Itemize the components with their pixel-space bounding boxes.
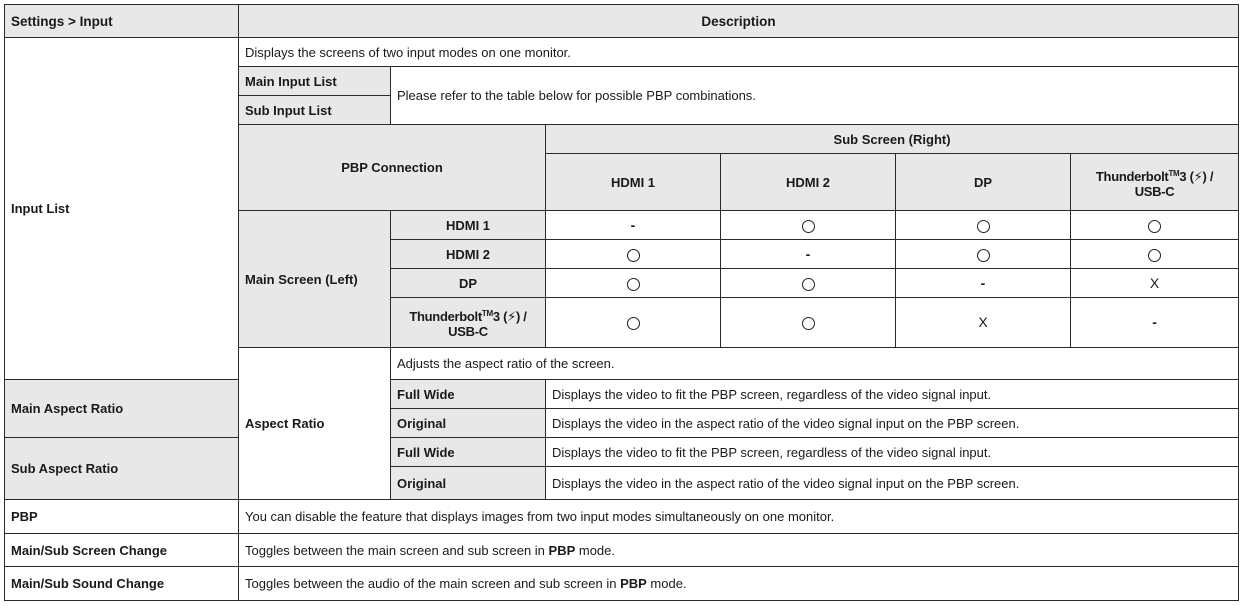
input-list-label: Input List [5,38,239,380]
supported-circle-icon [1148,249,1161,262]
cell-hdmi1-hdmi1: - [546,211,721,240]
sub-screen-right-label: Sub Screen (Right) [546,125,1239,154]
sub-fullwide-desc: Displays the video to fit the PBP screen, regardless of the video signal input. [546,438,1239,467]
sub-original-label: Original [391,467,546,500]
supported-circle-icon [977,220,990,233]
screen-change-desc: Toggles between the main screen and sub screen in PBP mode. [239,534,1239,567]
cell-dp-hdmi2 [721,269,896,298]
cell-dp-tb: X [1071,269,1239,298]
main-fullwide-desc: Displays the video to fit the PBP screen, regardless of the video signal input. [546,380,1239,409]
screen-change-label: Main/Sub Screen Change [5,534,239,567]
header-description: Description [239,5,1239,38]
input-list-intro-row [5,38,1239,67]
main-aspect-fullwide-row [5,380,1239,409]
sub-aspect-ratio-label: Sub Aspect Ratio [5,438,239,500]
cell-hdmi2-tb [1071,240,1239,269]
sub-input-list-label: Sub Input List [239,96,391,125]
supported-circle-icon [1148,220,1161,233]
cell-hdmi2-hdmi2: - [721,240,896,269]
main-original-label: Original [391,409,546,438]
sub-aspect-fullwide-row [5,438,1239,467]
supported-circle-icon [627,249,640,262]
cell-hdmi2-dp [896,240,1071,269]
row-label-dp: DP [391,269,546,298]
col-hdmi2: HDMI 2 [721,154,896,211]
cell-hdmi1-hdmi2 [721,211,896,240]
aspect-ratio-label: Aspect Ratio [239,348,391,500]
cell-tb-tb: - [1071,298,1239,348]
supported-circle-icon [802,317,815,330]
cell-tb-dp: X [896,298,1071,348]
supported-circle-icon [627,317,640,330]
sound-change-row [5,567,1239,601]
row-label-hdmi1: HDMI 1 [391,211,546,240]
table-header-row [5,5,1239,38]
settings-input-table [4,4,1239,601]
refer-text: Please refer to the table below for possible PBP combinations. [391,67,1239,125]
header-settings-input: Settings > Input [5,5,239,38]
main-input-list-label: Main Input List [239,67,391,96]
pbp-label: PBP [5,500,239,534]
main-fullwide-label: Full Wide [391,380,546,409]
sub-original-desc: Displays the video in the aspect ratio of the video signal input on the PBP screen. [546,467,1239,500]
sound-change-label: Main/Sub Sound Change [5,567,239,601]
sub-fullwide-label: Full Wide [391,438,546,467]
row-label-hdmi2: HDMI 2 [391,240,546,269]
screen-change-row [5,534,1239,567]
cell-hdmi1-tb [1071,211,1239,240]
cell-tb-hdmi2 [721,298,896,348]
col-hdmi1: HDMI 1 [546,154,721,211]
sound-change-desc: Toggles between the audio of the main screen and sub screen in PBP mode. [239,567,1239,601]
pbp-connection-label: PBP Connection [239,125,546,211]
cell-tb-hdmi1 [546,298,721,348]
supported-circle-icon [977,249,990,262]
supported-circle-icon [627,278,640,291]
input-list-intro: Displays the screens of two input modes on one monitor. [239,38,1239,67]
cell-dp-hdmi1 [546,269,721,298]
aspect-ratio-intro: Adjusts the aspect ratio of the screen. [391,348,1239,380]
main-original-desc: Displays the video in the aspect ratio of the video signal input on the PBP screen. [546,409,1239,438]
pbp-desc: You can disable the feature that displays images from two input modes simultaneously on one monitor. [239,500,1239,534]
supported-circle-icon [802,278,815,291]
supported-circle-icon [802,220,815,233]
main-aspect-ratio-label: Main Aspect Ratio [5,380,239,438]
cell-dp-dp: - [896,269,1071,298]
col-dp: DP [896,154,1071,211]
row-label-thunderbolt-usbc: Thunderbolt™3 (⚡) / USB-C [391,298,546,348]
cell-hdmi1-dp [896,211,1071,240]
cell-hdmi2-hdmi1 [546,240,721,269]
pbp-row [5,500,1239,534]
col-thunderbolt-usbc: Thunderbolt™3 (⚡) / USB-C [1071,154,1239,211]
main-screen-left-label: Main Screen (Left) [239,211,391,348]
